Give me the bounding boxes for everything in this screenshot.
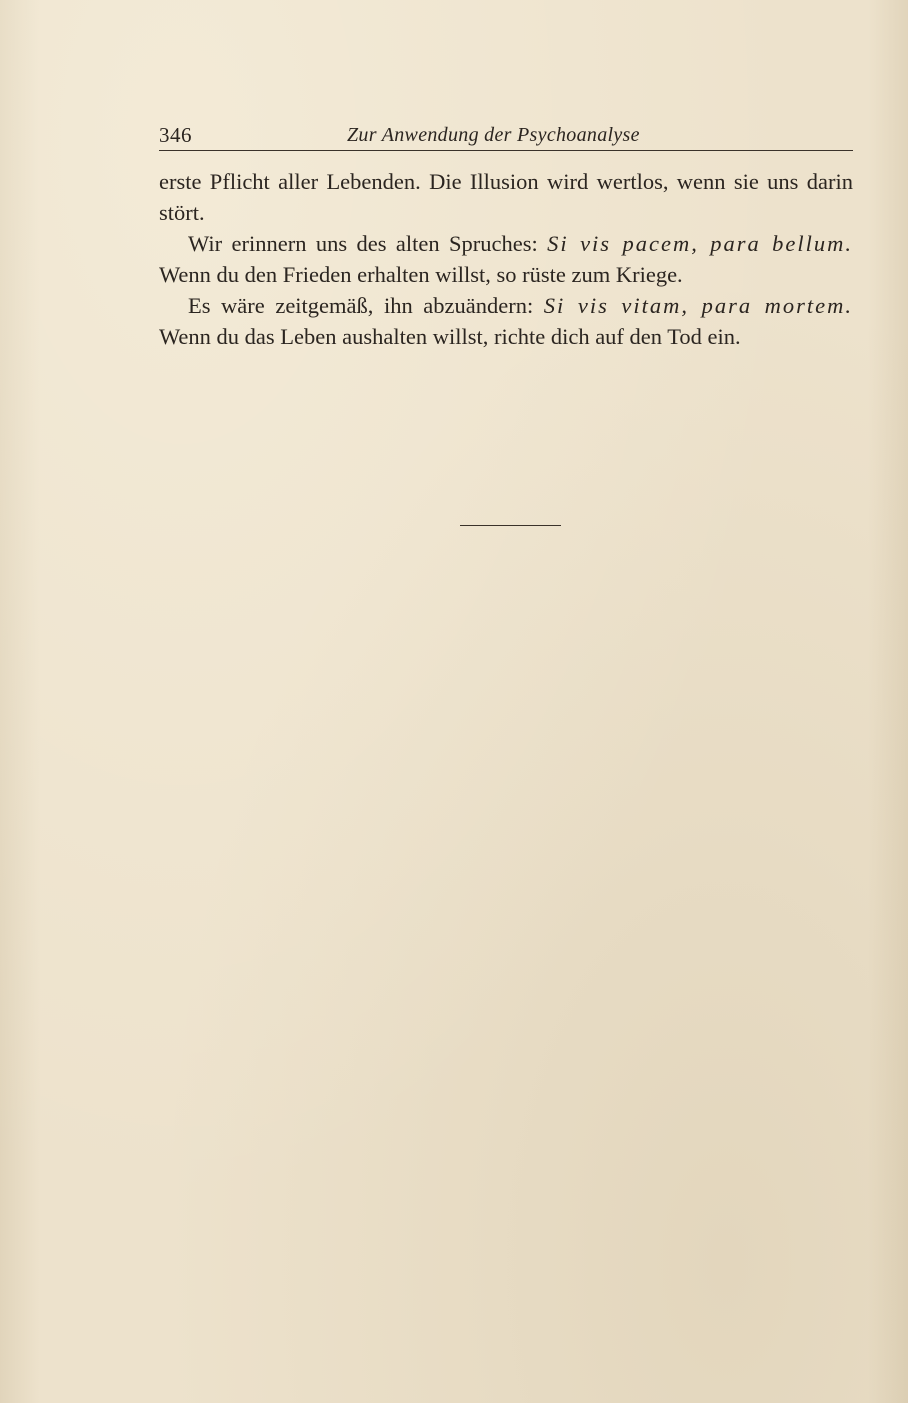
paragraph-si-vis-vitam [159,290,853,352]
end-of-chapter-rule [460,525,561,526]
latin-quote: Si vis vitam, para mortem. [543,293,853,318]
running-head [159,120,853,151]
page-number: 346 [159,123,192,147]
paragraph-text: Wenn du den Frieden erhalten willst, so rüste zum Kriege. [159,262,683,287]
paragraph-si-vis-pacem [159,228,853,290]
paragraph-text: Wenn du das Leben aushalten willst, richte dich auf den Tod ein. [159,324,741,349]
paragraph-text: erste Pflicht aller Lebenden. Die Illusion wird wertlos, wenn sie uns darin stört. [159,169,853,225]
paragraph-continuation [159,166,853,228]
paragraph-text: Es wäre zeitgemäß, ihn abzuändern: [188,293,544,318]
paragraph-text: Wir erinnern uns des alten Spruches: [188,231,548,256]
body-text [159,166,853,352]
running-title: Zur Anwendung der Psychoanalyse [347,124,640,146]
latin-quote: Si vis pacem, para bellum. [547,231,853,256]
